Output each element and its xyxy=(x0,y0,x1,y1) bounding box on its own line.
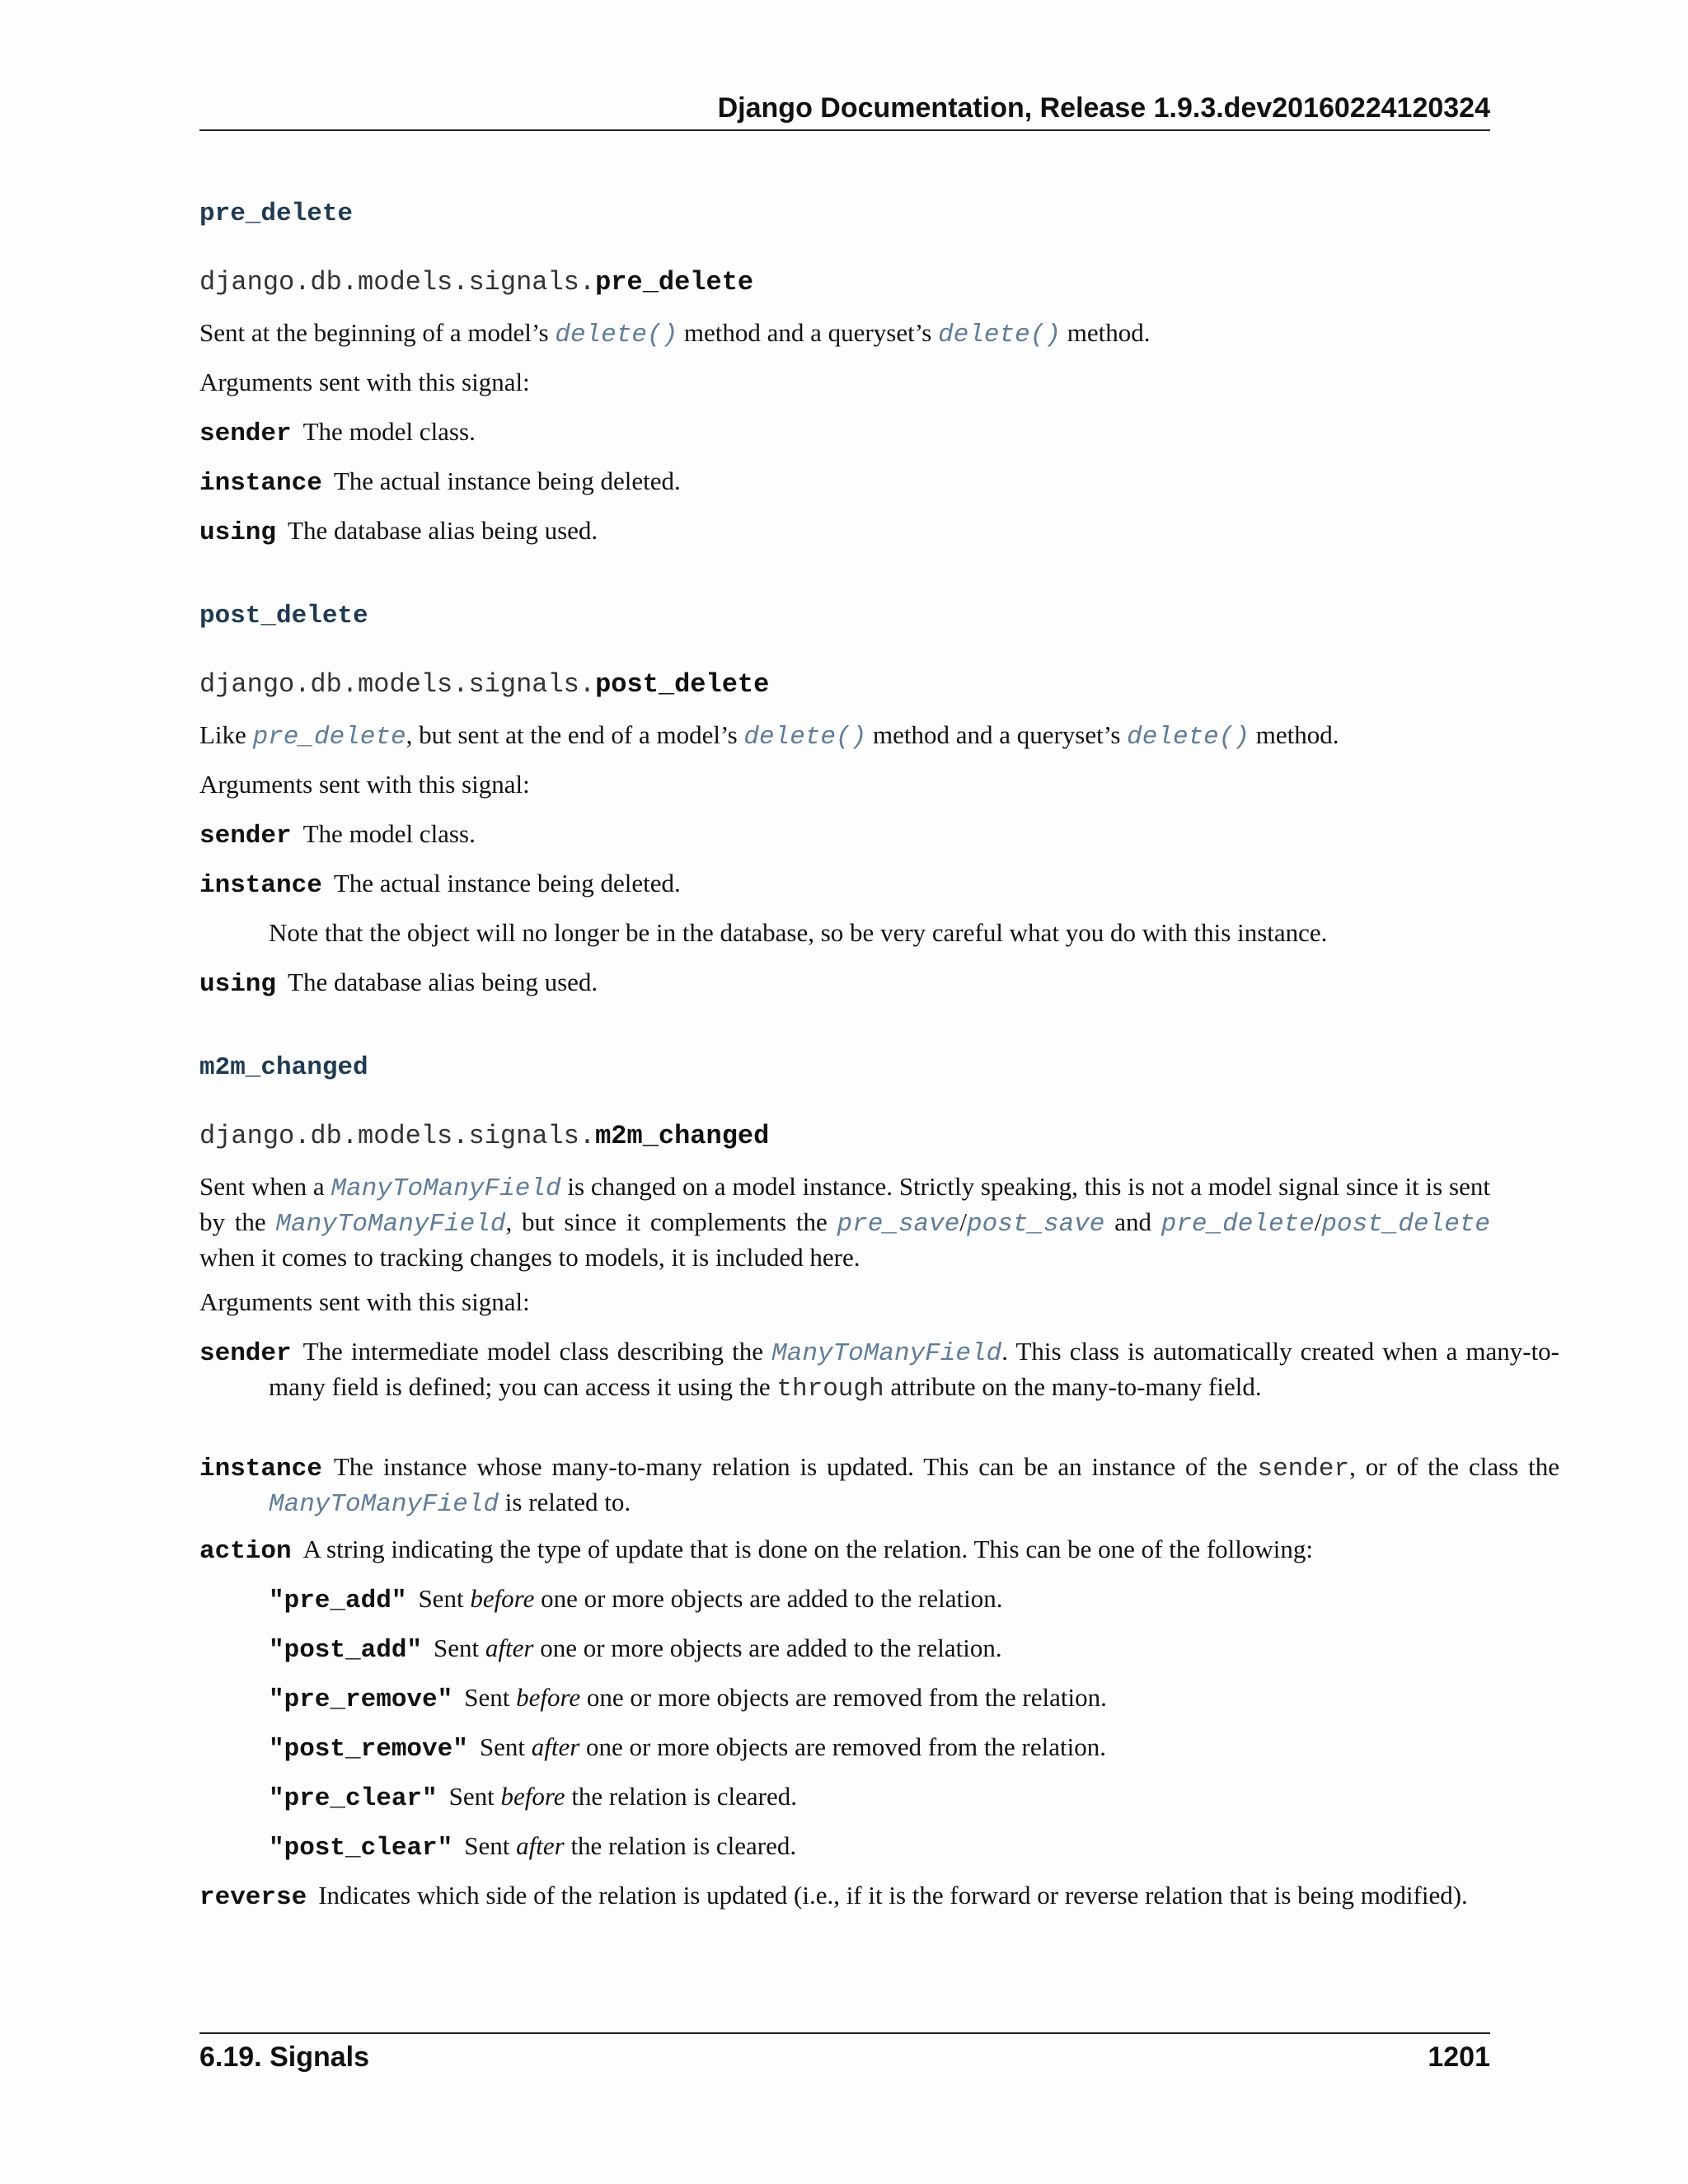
action-desc: Sent xyxy=(434,1633,485,1662)
instance-note: Note that the object will no longer be in the database, so be very careful what you do with this instance. xyxy=(269,918,1328,947)
arg-desc: . This class is automatically created when a many-to-many field is defined; you can access it using the xyxy=(269,1337,1559,1401)
many-to-many-field-link[interactable]: ManyToManyField xyxy=(331,1174,561,1203)
delete-method-link[interactable]: delete() xyxy=(743,723,867,752)
arg-name: action xyxy=(199,1537,292,1566)
desc-text: method and a queryset’s xyxy=(866,720,1128,749)
args-intro: Arguments sent with this signal: xyxy=(199,368,530,396)
arg-using xyxy=(199,966,1490,1001)
arg-name: reverse xyxy=(199,1883,307,1912)
page-number: 1201 xyxy=(1428,2041,1490,2073)
arg-desc: The database alias being used. xyxy=(288,516,598,545)
desc-text: method. xyxy=(1060,318,1151,347)
queryset-delete-link[interactable]: delete() xyxy=(1127,723,1250,752)
desc-text: , but sent at the end of a model’s xyxy=(406,720,744,749)
footer-section: 6.19. Signals xyxy=(199,2041,369,2073)
action-desc: one or more objects are removed from the relation. xyxy=(580,1683,1107,1712)
arg-desc: , or of the class the xyxy=(1349,1452,1559,1481)
slash: / xyxy=(959,1207,967,1236)
action-desc: Sent xyxy=(464,1831,517,1860)
many-to-many-field-link[interactable]: ManyToManyField xyxy=(771,1339,1002,1368)
arg-sender xyxy=(199,415,1490,451)
queryset-delete-link[interactable]: delete() xyxy=(938,321,1061,349)
desc-text: method. xyxy=(1250,720,1339,749)
arg-instance xyxy=(199,1451,1559,1521)
desc-text: when it comes to tracking changes to models, it is included here. xyxy=(199,1243,860,1272)
action-desc: Sent xyxy=(448,1782,501,1811)
action-desc: Sent xyxy=(418,1584,471,1613)
arg-action xyxy=(199,1533,1490,1568)
desc-text: Sent at the beginning of a model’s xyxy=(199,318,556,347)
post-save-link[interactable]: post_save xyxy=(966,1210,1105,1239)
arg-desc: attribute on the many-to-many field. xyxy=(884,1372,1262,1401)
signature-m2m-changed xyxy=(199,1121,769,1151)
arg-name: sender xyxy=(199,419,292,448)
action-desc: the relation is cleared. xyxy=(565,1782,798,1811)
header-rule xyxy=(199,129,1490,131)
description-post-delete xyxy=(199,719,1490,754)
arg-name: using xyxy=(199,518,277,547)
running-header: Django Documentation, Release 1.9.3.dev20160224120324 xyxy=(717,92,1490,124)
arg-instance xyxy=(199,867,1490,902)
desc-text: Like xyxy=(199,720,253,749)
arg-name: using xyxy=(199,970,277,999)
arg-sender xyxy=(199,818,1490,853)
action-emphasis: before xyxy=(500,1782,565,1811)
arg-desc: is related to. xyxy=(499,1488,631,1516)
description-pre-delete xyxy=(199,316,1490,352)
action-desc: one or more objects are removed from the relation. xyxy=(579,1732,1106,1761)
arg-name: sender xyxy=(199,1339,292,1368)
arg-using xyxy=(199,514,1490,550)
arg-desc: The actual instance being deleted. xyxy=(333,466,681,495)
action-desc: Sent xyxy=(464,1683,517,1712)
arg-desc: The model class. xyxy=(302,417,476,446)
post-delete-link[interactable]: post_delete xyxy=(1321,1210,1491,1239)
through-code: through xyxy=(776,1375,884,1404)
arg-sender xyxy=(199,1335,1559,1406)
action-name: "post_remove" xyxy=(269,1735,468,1764)
sender-code: sender xyxy=(1257,1455,1350,1483)
many-to-many-field-link[interactable]: ManyToManyField xyxy=(269,1490,499,1519)
desc-text: is changed on a model instance. Strictly speaking, this is not a model signal since it is sent by the xyxy=(199,1172,1490,1236)
pre-delete-link[interactable]: pre_delete xyxy=(1160,1210,1315,1239)
arg-name: sender xyxy=(199,822,292,851)
arg-name: instance xyxy=(199,871,322,900)
footer-rule xyxy=(199,2032,1490,2034)
desc-text: , but since it complements the xyxy=(505,1207,837,1236)
arg-desc: The actual instance being deleted. xyxy=(333,869,681,898)
action-name: "pre_add" xyxy=(269,1586,407,1615)
delete-method-link[interactable]: delete() xyxy=(555,321,678,349)
many-to-many-field-link[interactable]: ManyToManyField xyxy=(275,1210,506,1239)
action-pre-clear xyxy=(269,1780,1490,1816)
arg-desc: A string indicating the type of update that is done on the relation. This can be one of the following: xyxy=(302,1535,1314,1563)
signature-module: django.db.models.signals. xyxy=(199,267,596,298)
arg-instance xyxy=(199,465,1490,500)
arg-desc: The database alias being used. xyxy=(288,968,598,996)
pre-delete-link[interactable]: pre_delete xyxy=(252,723,406,752)
action-post-add xyxy=(269,1632,1490,1667)
action-emphasis: after xyxy=(516,1831,565,1860)
action-desc: one or more objects are added to the relation. xyxy=(534,1584,1003,1613)
action-post-remove xyxy=(269,1731,1490,1766)
desc-text: and xyxy=(1104,1207,1161,1236)
action-name: "pre_remove" xyxy=(269,1685,453,1714)
document-page xyxy=(199,0,1559,2184)
description-m2m-changed xyxy=(199,1170,1490,1274)
action-pre-remove xyxy=(269,1681,1490,1717)
action-desc: the relation is cleared. xyxy=(564,1831,797,1860)
desc-text: method and a queryset’s xyxy=(678,318,939,347)
arg-desc: Indicates which side of the relation is updated (i.e., if it is the forward or reverse relation that is being modified). xyxy=(318,1881,1468,1910)
action-emphasis: after xyxy=(485,1633,534,1662)
action-pre-add xyxy=(269,1582,1490,1618)
arg-reverse xyxy=(199,1879,1559,1915)
section-heading-post-delete[interactable]: post_delete xyxy=(199,602,368,630)
slash: / xyxy=(1314,1207,1322,1236)
arg-desc: The intermediate model class describing the xyxy=(302,1337,772,1366)
signature-name: m2m_changed xyxy=(595,1121,770,1151)
action-emphasis: after xyxy=(531,1732,580,1761)
args-intro: Arguments sent with this signal: xyxy=(199,770,530,799)
signature-module: django.db.models.signals. xyxy=(199,1121,596,1151)
signature-module: django.db.models.signals. xyxy=(199,669,596,700)
action-desc: one or more objects are added to the relation. xyxy=(533,1633,1002,1662)
action-post-clear xyxy=(269,1830,1490,1865)
action-name: "post_add" xyxy=(269,1636,423,1665)
pre-save-link[interactable]: pre_save xyxy=(837,1210,960,1239)
section-heading-m2m-changed[interactable]: m2m_changed xyxy=(199,1053,368,1082)
arg-desc: The model class. xyxy=(302,819,476,848)
signature-name: post_delete xyxy=(595,669,770,700)
signature-post-delete xyxy=(199,669,769,700)
section-heading-pre-delete[interactable]: pre_delete xyxy=(199,199,354,228)
desc-text: Sent when a xyxy=(199,1172,331,1201)
arg-desc: The instance whose many-to-many relation is updated. This can be an instance of the xyxy=(333,1452,1258,1481)
action-emphasis: before xyxy=(516,1683,581,1712)
action-emphasis: before xyxy=(470,1584,535,1613)
arg-name: instance xyxy=(199,1455,322,1483)
action-desc: Sent xyxy=(479,1732,532,1761)
args-intro: Arguments sent with this signal: xyxy=(199,1287,530,1316)
signature-name: pre_delete xyxy=(595,267,754,298)
signature-pre-delete xyxy=(199,267,753,298)
arg-name: instance xyxy=(199,469,322,498)
action-name: "post_clear" xyxy=(269,1834,453,1863)
action-name: "pre_clear" xyxy=(269,1784,438,1813)
